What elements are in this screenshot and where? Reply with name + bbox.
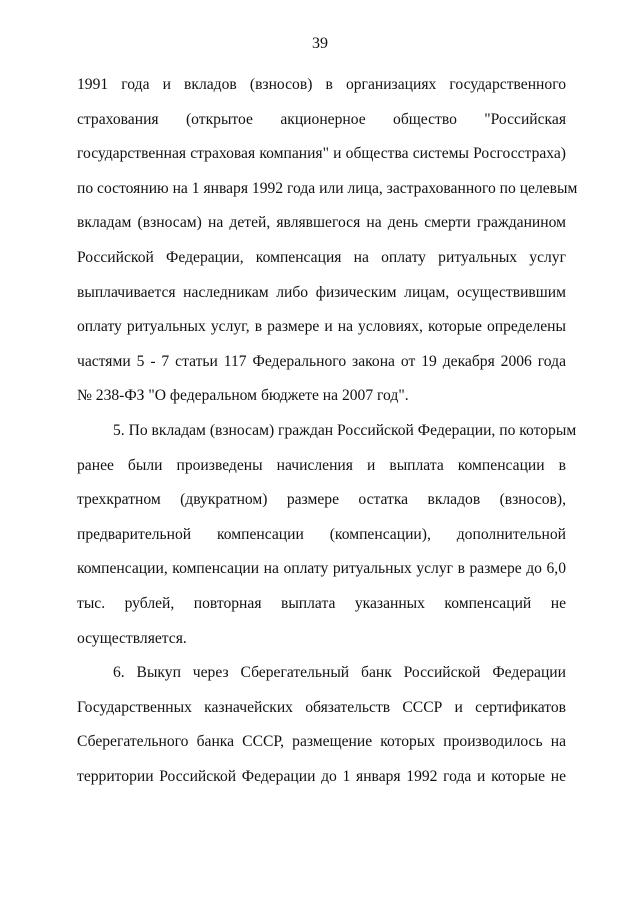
text-line: предварительной компенсации (компенсации), дополнительной	[77, 525, 566, 543]
text-line: тыс. рублей, повторная выплата указанных компенсаций не	[77, 594, 566, 612]
paragraph-3	[77, 662, 566, 800]
text-line: Государственных казначейских обязательств СССР и сертификатов	[77, 698, 566, 716]
text-line: осуществляется.	[77, 629, 187, 647]
text-line: компенсации, компенсации на оплату ритуальных услуг в размере до 6,0	[77, 560, 566, 578]
text-line: страхования (открытое акционерное общество "Российская	[77, 110, 566, 128]
document-body	[77, 74, 578, 800]
paragraph-1	[77, 74, 578, 420]
paragraph-2	[77, 420, 577, 662]
text-line: 1991 года и вкладов (взносов) в организациях государственного	[77, 76, 566, 93]
text-line: по состоянию на 1 января 1992 года или лица, застрахованного по целевым	[77, 179, 578, 197]
text-line: № 238-ФЗ "О федеральном бюджете на 2007 год".	[77, 387, 409, 405]
text-line: выплачивается наследникам либо физическим лицам, осуществившим	[77, 283, 566, 301]
text-line: 6. Выкуп через Сберегательный банк Российской Федерации	[113, 664, 566, 682]
text-line: территории Российской Федерации до 1 января 1992 года и которые не	[77, 767, 566, 785]
text-line: Сберегательного банка СССР, размещение которых производилось на	[77, 733, 566, 751]
page-number: 39	[312, 35, 328, 52]
text-line: трехкратном (двукратном) размере остатка вкладов (взносов),	[77, 491, 566, 509]
text-line: государственная страховая компания" и общества системы Росгосстраха)	[77, 145, 566, 163]
text-line: оплату ритуальных услуг, в размере и на условиях, которые определены	[77, 318, 566, 336]
text-line: вкладам (взносам) на детей, являвшегося на день смерти гражданином	[77, 214, 566, 232]
text-line: ранее были произведены начисления и выплата компенсации в	[77, 456, 566, 474]
text-line: частями 5 - 7 статьи 117 Федерального закона от 19 декабря 2006 года	[77, 352, 566, 370]
text-line: 5. По вкладам (взносам) граждан Российской Федерации, по которым	[113, 421, 577, 439]
text-line: Российской Федерации, компенсация на оплату ритуальных услуг	[77, 248, 566, 266]
